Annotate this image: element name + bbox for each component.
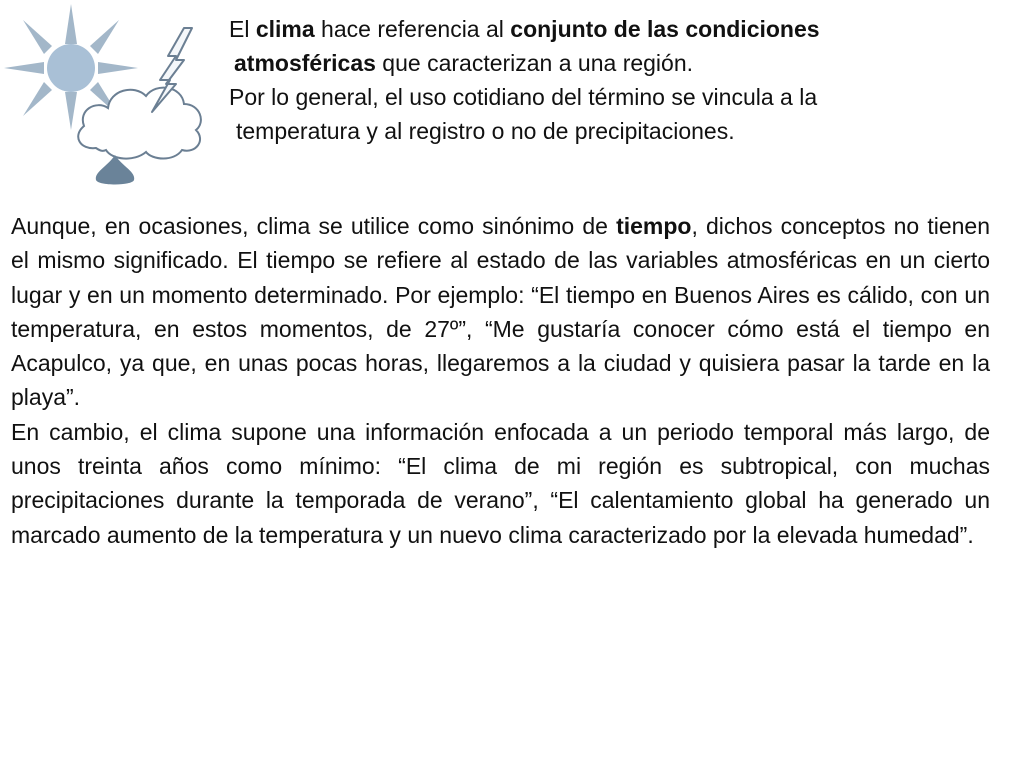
body-text — [11, 209, 990, 552]
paragraph-1: Aunque, en ocasiones, clima se utilice como sinónimo de tiempo, dichos conceptos no tienen el mismo significado. El tiempo se refiere al estado de las variables atmosféricas en un cierto lugar y en un momento determinado. Por ejemplo: “El tiempo en Buenos Aires es cálido, con un temperatura, en estos momentos, de 27º”, “Me gustaría conocer cómo está el tiempo en Acapulco, ya que, en unas pocas horas, llegaremos a la ciudad y quisiera pasar la tarde en la playa”. — [11, 213, 990, 411]
intro-line-3: Por lo general, el uso cotidiano del término se vincula a la — [229, 84, 818, 110]
term-clima: clima — [255, 16, 315, 42]
cloud-icon — [78, 88, 201, 159]
intro-line-4: temperatura y al registro o no de precipitaciones. — [236, 118, 735, 144]
weather-icon — [0, 0, 215, 195]
term-atmosfericas: atmosféricas — [234, 50, 376, 76]
intro-line-2: atmosféricas que caracterizan a una región. — [234, 50, 694, 76]
intro-line-1: El clima hace referencia al conjunto de las condiciones — [229, 16, 820, 42]
paragraph-2: En cambio, el clima supone una información enfocada a un periodo temporal más largo, de unos treinta años como mínimo: “El clima de mi región es subtropical, con muchas precipitaciones durante la temporada de verano”, “El calentamiento global ha generado un marcado aumento de la temperatura y un nuevo clima caracterizado por la elevada humedad”. — [11, 418, 990, 548]
term-conjunto: conjunto de las condiciones — [510, 16, 820, 42]
intro-text — [229, 12, 1009, 148]
term-tiempo: tiempo — [616, 213, 692, 239]
